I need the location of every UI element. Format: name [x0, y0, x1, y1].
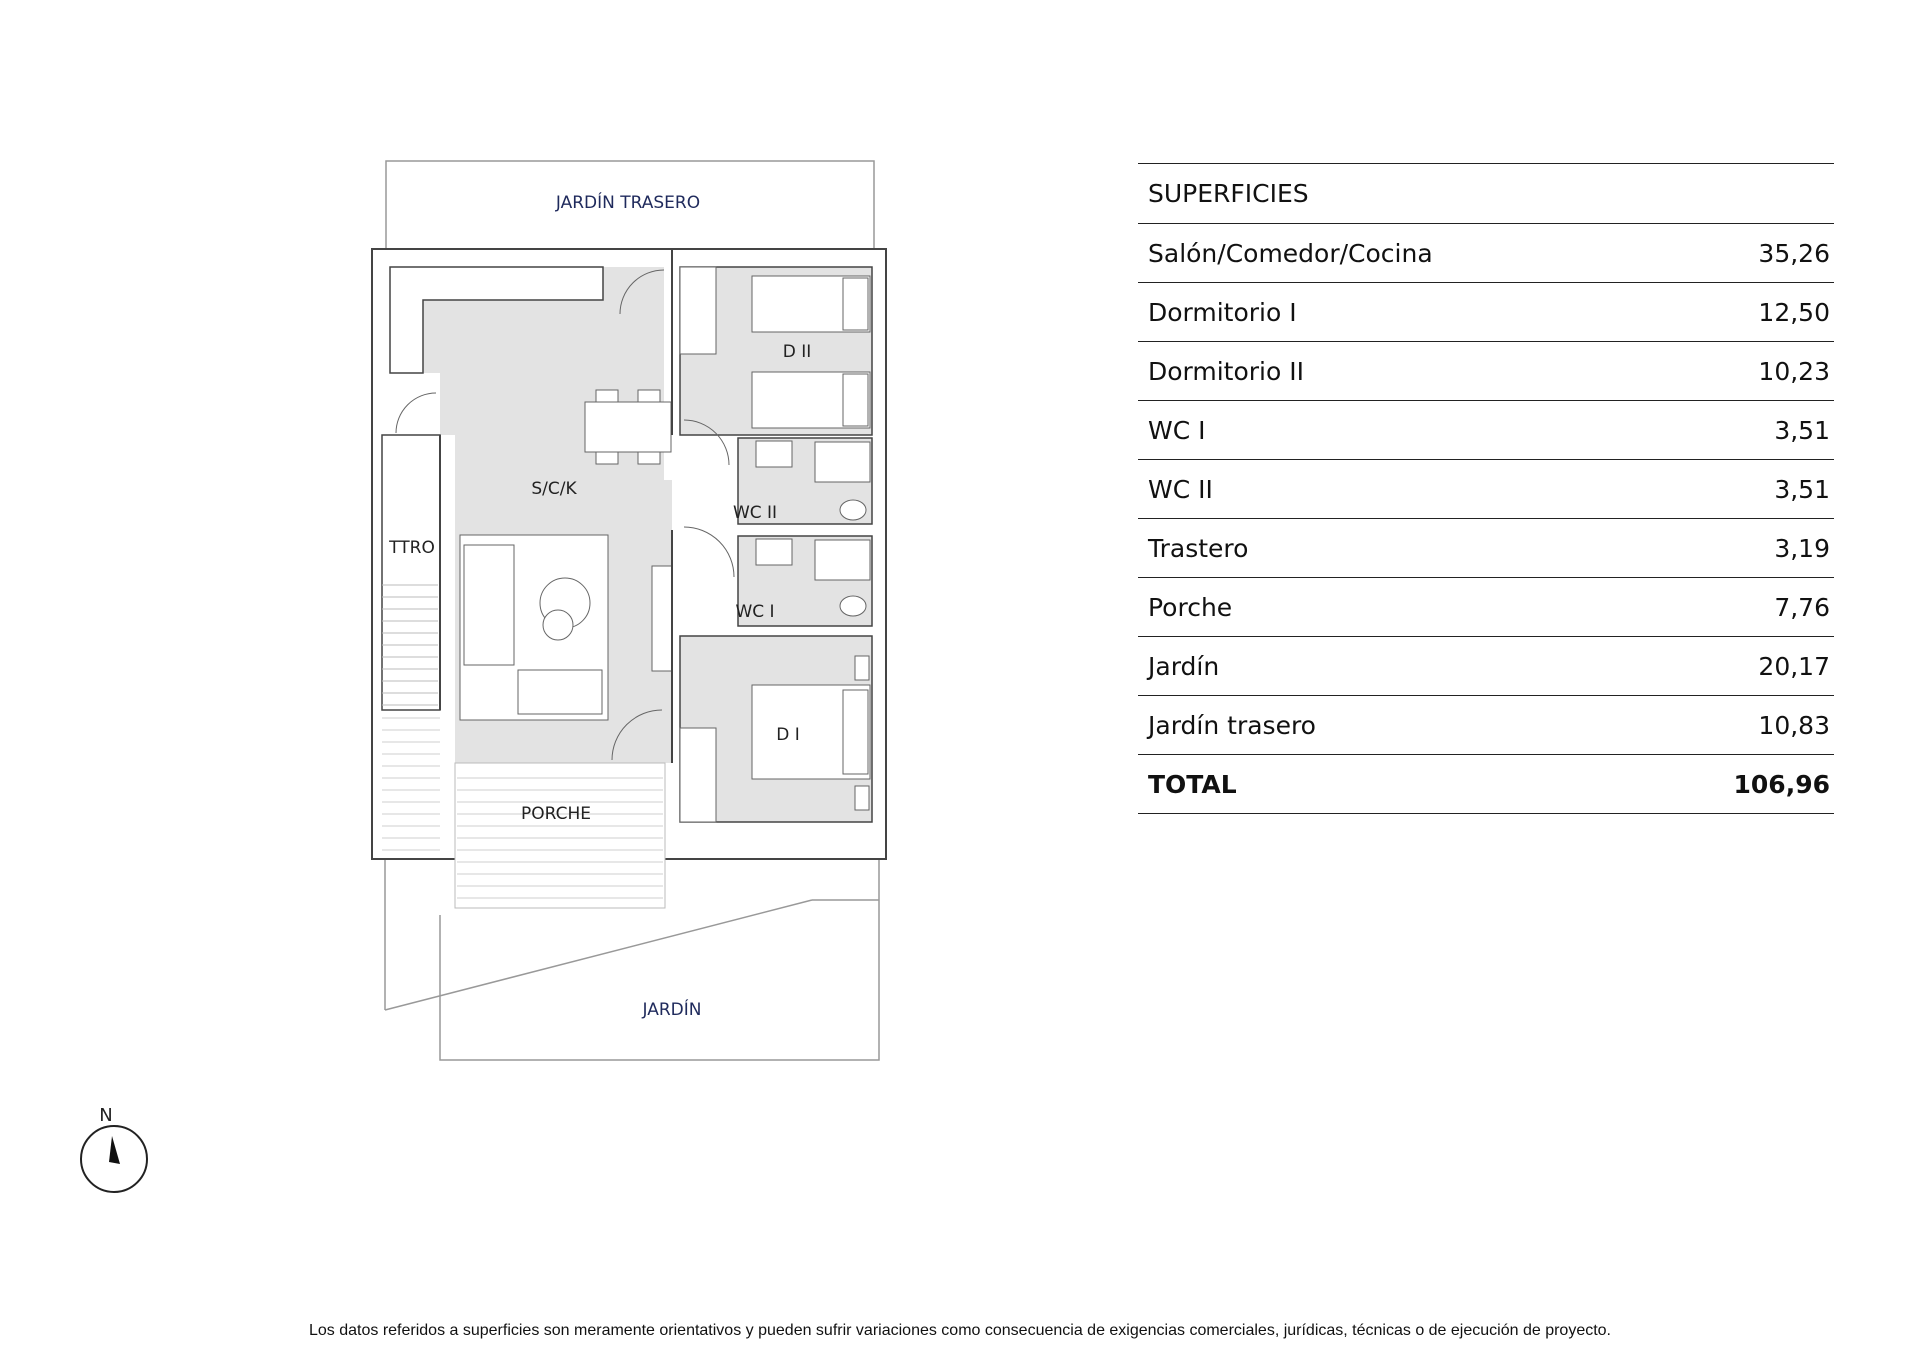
row-value: 20,17	[1758, 652, 1830, 681]
label-storage: TTRO	[389, 538, 435, 558]
coffee-table-small	[543, 610, 573, 640]
dining-chair	[638, 390, 660, 402]
north-label: N	[99, 1105, 113, 1126]
label-wc-2: WC II	[732, 503, 778, 523]
label-porch: PORCHE	[521, 804, 591, 824]
row-name: Dormitorio I	[1148, 298, 1297, 327]
row-name: Salón/Comedor/Cocina	[1148, 239, 1433, 268]
floor-plan	[0, 0, 920, 1090]
total-label: TOTAL	[1148, 770, 1237, 799]
label-garden: JARDÍN	[642, 1000, 702, 1020]
wc-1-toilet	[840, 596, 866, 616]
wc-1-shower	[815, 540, 870, 580]
label-bedroom-1: D I	[776, 725, 800, 745]
row-value: 3,51	[1774, 416, 1830, 445]
north-compass	[76, 1102, 156, 1202]
label-wc-1: WC I	[735, 602, 775, 622]
table-header	[1138, 163, 1834, 224]
compass-needle-icon	[109, 1136, 120, 1164]
table-row	[1138, 519, 1834, 578]
dining-chair	[596, 452, 618, 464]
total-value: 106,96	[1733, 770, 1830, 799]
bed-1-pillow	[843, 690, 868, 774]
row-value: 3,51	[1774, 475, 1830, 504]
wc-2-toilet	[840, 500, 866, 520]
row-value: 7,76	[1774, 593, 1830, 622]
bed-2a-pillow	[843, 278, 868, 330]
row-name: WC I	[1148, 416, 1206, 445]
row-name: Trastero	[1148, 534, 1249, 563]
table-row	[1138, 637, 1834, 696]
table-row	[1138, 401, 1834, 460]
bedroom-1-wardrobe	[680, 728, 716, 822]
wc-2-shower	[815, 442, 870, 482]
disclaimer-text: Los datos referidos a superficies son meramente orientativos y pueden sufrir variaciones como consecuencia de exigencias comerciales, jurídicas, técnicas o de ejecución de proyecto.	[308, 1322, 1611, 1339]
row-name: Jardín trasero	[1148, 711, 1316, 740]
nightstand-1	[855, 656, 869, 680]
table-title: SUPERFICIES	[1148, 179, 1309, 208]
table-total-row	[1138, 755, 1834, 814]
sofa-seat-left	[464, 545, 514, 665]
bed-2b-pillow	[843, 374, 868, 426]
table-row	[1138, 224, 1834, 283]
row-value: 12,50	[1758, 298, 1830, 327]
wc-1-sink	[756, 539, 792, 565]
dining-chair	[638, 452, 660, 464]
bedroom-2-wardrobe	[680, 267, 716, 354]
wc-2-sink	[756, 441, 792, 467]
row-name: WC II	[1148, 475, 1213, 504]
dining-chair	[596, 390, 618, 402]
row-value: 10,23	[1758, 357, 1830, 386]
tv-unit	[652, 566, 672, 671]
table-row	[1138, 342, 1834, 401]
row-value: 3,19	[1774, 534, 1830, 563]
surfaces-table	[1138, 163, 1834, 814]
row-name: Jardín	[1148, 652, 1220, 681]
table-row	[1138, 696, 1834, 755]
row-name: Porche	[1148, 593, 1233, 622]
row-value: 10,83	[1758, 711, 1830, 740]
table-row	[1138, 460, 1834, 519]
row-value: 35,26	[1758, 239, 1830, 268]
label-living: S/C/K	[531, 479, 577, 499]
label-back-garden: JARDÍN TRASERO	[555, 193, 701, 213]
table-row	[1138, 283, 1834, 342]
dining-table	[585, 402, 671, 452]
nightstand-2	[855, 786, 869, 810]
sofa-seat-bottom	[518, 670, 602, 714]
row-name: Dormitorio II	[1148, 357, 1304, 386]
table-row	[1138, 578, 1834, 637]
label-bedroom-2: D II	[782, 342, 812, 362]
